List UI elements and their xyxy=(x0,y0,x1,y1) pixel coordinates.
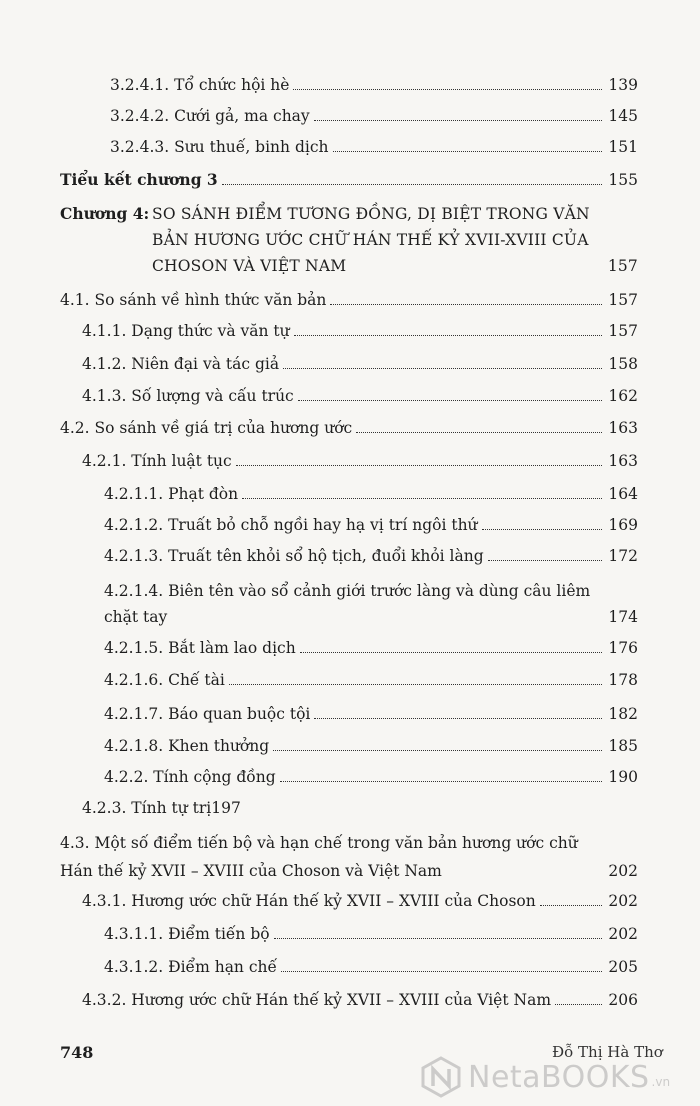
toc-entry-page: 185 xyxy=(608,737,638,755)
toc-entry-multiline xyxy=(104,578,638,630)
chapter-title: SO SÁNH ĐIỂM TƯƠNG ĐỒNG, DỊ BIỆT TRONG VĂN BẢN HƯƠNG ƯỚC CHỮ HÁN THẾ KỶ XVII-XVIII CỦA CHOSON VÀ VIỆT NAM xyxy=(152,205,590,275)
toc-entry-label: 4.2.1.7. Báo quan buộc tội xyxy=(104,705,311,723)
toc-entry-label: 4.2.3. Tính tự trị197 xyxy=(82,799,241,817)
toc-entry-chapter-summary xyxy=(60,170,638,190)
toc-entry xyxy=(60,418,638,438)
watermark xyxy=(420,1052,695,1102)
toc-entry-page: 157 xyxy=(608,291,638,309)
toc-entry-label: 4.3.1.1. Điểm tiến bộ xyxy=(104,925,270,943)
toc-entry-page: 157 xyxy=(608,322,638,340)
toc-entry xyxy=(104,484,638,504)
toc-entry-label: 4.1.2. Niên đại và tác giả xyxy=(82,355,280,373)
toc-entry xyxy=(110,137,638,157)
toc-entry xyxy=(104,957,638,977)
toc-entry xyxy=(104,638,638,658)
toc-entry-page: 202 xyxy=(608,862,638,880)
toc-entry-page: 182 xyxy=(608,705,638,723)
dot-leader xyxy=(482,529,602,530)
toc-entry-page: 202 xyxy=(608,925,638,943)
toc-entry-label: 4.2. So sánh về giá trị của hương ước xyxy=(60,419,353,437)
toc-entry-label: 4.2.1.6. Chế tài xyxy=(104,671,225,689)
toc-entry xyxy=(104,546,638,566)
dot-leader xyxy=(300,652,602,653)
toc-entry xyxy=(82,386,638,406)
dot-leader xyxy=(555,1004,602,1005)
toc-entry-label: 4.1.1. Dạng thức và văn tự xyxy=(82,322,290,340)
toc-entry-page: 205 xyxy=(608,958,638,976)
dot-leader xyxy=(281,971,602,972)
dot-leader xyxy=(314,120,602,121)
toc-entry xyxy=(82,990,638,1010)
toc-entry xyxy=(104,924,638,944)
toc-entry-page: 169 xyxy=(608,516,638,534)
watermark-logo-icon xyxy=(420,1056,462,1098)
toc-entry-page: 163 xyxy=(608,452,638,470)
dot-leader xyxy=(280,781,602,782)
toc-entry-page: 178 xyxy=(608,671,638,689)
toc-chapter-4 xyxy=(60,201,638,279)
toc-entry-page: 163 xyxy=(608,419,638,437)
toc-entry-label: 4.3.1. Hương ước chữ Hán thế kỷ XVII – XVIII của Choson xyxy=(82,892,536,910)
toc-entry-label: 4.2.1.2. Truất bỏ chỗ ngồi hay hạ vị trí ngôi thứ xyxy=(104,516,478,534)
toc-entry xyxy=(110,106,638,126)
toc-entry-page: 157 xyxy=(607,257,638,275)
toc-entry-page: 155 xyxy=(608,171,638,189)
toc-entry-label: 4.1.3. Số lượng và cấu trúc xyxy=(82,387,294,405)
toc-entry xyxy=(82,891,638,911)
toc-entry-page: 176 xyxy=(608,639,638,657)
dot-leader xyxy=(488,560,602,561)
toc-entry-label: 3.2.4.2. Cưới gả, ma chay xyxy=(110,107,310,125)
chapter-key: Chương 4: xyxy=(60,204,150,223)
toc-entry-label: 4.2.2. Tính cộng đồng xyxy=(104,768,276,786)
toc-entry-page: 172 xyxy=(608,547,638,565)
toc-entry-multiline xyxy=(60,829,638,885)
toc-entry xyxy=(104,767,638,787)
toc-entry-label: 4.2.1.5. Bắt làm lao dịch xyxy=(104,639,296,657)
dot-leader xyxy=(333,151,603,152)
toc-entry-label: 4.2.1.1. Phạt đòn xyxy=(104,485,239,503)
dot-leader xyxy=(273,750,602,751)
toc-entry xyxy=(82,321,638,341)
toc-entry-label: 4.2.1.8. Khen thưởng xyxy=(104,737,270,755)
toc-entry xyxy=(82,451,638,471)
toc-entry-label: Tiểu kết chương 3 xyxy=(60,170,218,189)
toc-entry-page: 206 xyxy=(608,991,638,1009)
toc-entry-page: 162 xyxy=(608,387,638,405)
toc-entry-page: 202 xyxy=(608,892,638,910)
toc-entry xyxy=(82,798,382,818)
toc-entry-page: 158 xyxy=(608,355,638,373)
toc-entry-page: 190 xyxy=(608,768,638,786)
toc-entry-label: 4.2.1.3. Truất tên khỏi sổ hộ tịch, đuổi khỏi làng xyxy=(104,547,484,565)
toc-entry-page: 164 xyxy=(608,485,638,503)
dot-leader xyxy=(274,938,602,939)
dot-leader xyxy=(298,400,602,401)
dot-leader xyxy=(330,304,602,305)
dot-leader xyxy=(294,335,602,336)
toc-entry-label: 4.2.1.4. Biên tên vào sổ cảnh giới trước làng và dùng câu liêm chặt tay xyxy=(104,582,591,626)
toc-entry xyxy=(60,290,638,310)
page-number: 748 xyxy=(60,1043,94,1062)
toc-entry xyxy=(110,75,638,95)
toc-entry xyxy=(104,736,638,756)
toc-entry-label: 4.2.1. Tính luật tục xyxy=(82,452,232,470)
toc-entry xyxy=(104,704,638,724)
dot-leader xyxy=(540,905,602,906)
dot-leader xyxy=(242,498,602,499)
watermark-suffix: .vn xyxy=(651,1075,671,1089)
dot-leader xyxy=(229,684,602,685)
dot-leader xyxy=(293,89,602,90)
author-name: Đỗ Thị Hà Thơ xyxy=(552,1043,663,1061)
dot-leader xyxy=(356,432,602,433)
dot-leader xyxy=(283,368,602,369)
toc-entry xyxy=(104,515,638,535)
toc-entry-label: 4.1. So sánh về hình thức văn bản xyxy=(60,291,327,309)
toc-entry-page: 145 xyxy=(608,107,638,125)
toc-entry xyxy=(104,670,638,690)
dot-leader xyxy=(222,184,602,185)
toc-entry-label: 3.2.4.3. Sưu thuế, binh dịch xyxy=(110,138,329,156)
toc-entry-label: 4.3.1.2. Điểm hạn chế xyxy=(104,958,278,976)
toc-entry-page: 151 xyxy=(608,138,638,156)
toc-entry-label: 3.2.4.1. Tổ chức hội hè xyxy=(110,76,290,94)
dot-leader xyxy=(314,718,602,719)
dot-leader xyxy=(236,465,602,466)
toc-entry-page: 139 xyxy=(608,76,638,94)
toc-entry-label: 4.3.2. Hương ước chữ Hán thế kỷ XVII – XVIII của Việt Nam xyxy=(82,991,552,1009)
toc-entry xyxy=(82,354,638,374)
toc-entry-page: 174 xyxy=(608,608,638,626)
watermark-brand: NetaBOOKS xyxy=(468,1059,650,1095)
toc-entry-label: 4.3. Một số điểm tiến bộ và hạn chế trong văn bản hương ước chữ Hán thế kỷ XVII – XVIII của Choson và Việt Nam xyxy=(60,834,578,880)
